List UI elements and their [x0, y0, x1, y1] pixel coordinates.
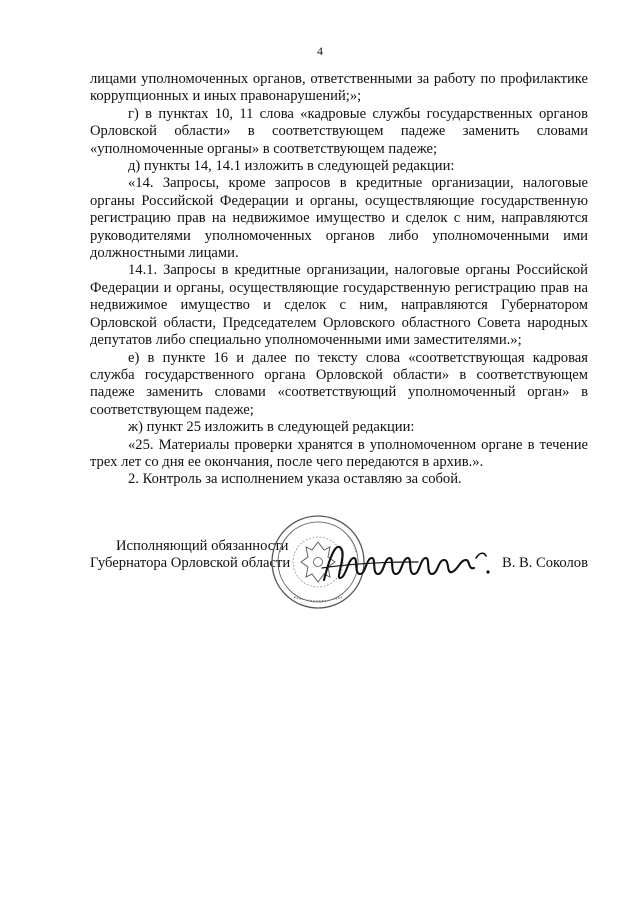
signatory-position-line1: Исполняющий обязанности [116, 538, 289, 554]
paragraph-item-zh: ж) пункт 25 изложить в следующей редакции: [128, 419, 415, 436]
paragraph-item-e: е) в пункте 16 и далее по тексту слова «соответствующая кадровая служба государственного органа Орловской области» в соответствующем падеже заменить словами «соответствующий уполномоченный орган» в соответствующем падеже; [90, 349, 588, 418]
paragraph-point-14: «14. Запросы, кроме запросов в кредитные организации, налоговые органы Российской Федерации и органы, осуществляющие государственную регистрацию прав на недвижимое имущество и сделок с ним, направляются руководителями уполномоченных органов либо уполномоченными ими должностными лицами. [90, 175, 588, 262]
document-body [90, 71, 588, 489]
page-number: 4 [317, 44, 323, 58]
signatory-position-line2: Губернатора Орловской области [90, 555, 291, 572]
signatory-position [90, 538, 290, 573]
paragraph-item-d: д) пункты 14, 14.1 изложить в следующей редакции: [128, 158, 455, 175]
paragraph-point-25: «25. Материалы проверки хранятся в уполномоченном органе в течение трех лет со дня ее окончания, после чего передаются в архив.». [90, 436, 588, 470]
paragraph-point-14-1: 14.1. Запросы в кредитные организации, налоговые органы Российской Федерации и органы, осуществляющие государственную регистрацию прав на недвижимое имущество и сделок с ним, направляются Губернатором Орловской области, Председателем Орловского областного Совета народных депутатов либо специально уполномоченными ими заместителями.»; [90, 262, 588, 349]
paragraph-continuation: лицами уполномоченных органов, ответственными за работу по профилактике коррупционных и иных правонарушений;»; [90, 71, 588, 105]
paragraph-item-g: г) в пунктах 10, 11 слова «кадровые службы государственных органов Орловской области» в соответствующем падеже заменить словами «уполномоченные органы» в соответствующем падеже; [90, 105, 588, 157]
signature-block [90, 530, 588, 610]
signatory-name: В. В. Соколов [501, 555, 588, 571]
handwritten-signature [318, 538, 498, 588]
paragraph-control: 2. Контроль за исполнением указа оставляю за собой. [128, 471, 462, 488]
